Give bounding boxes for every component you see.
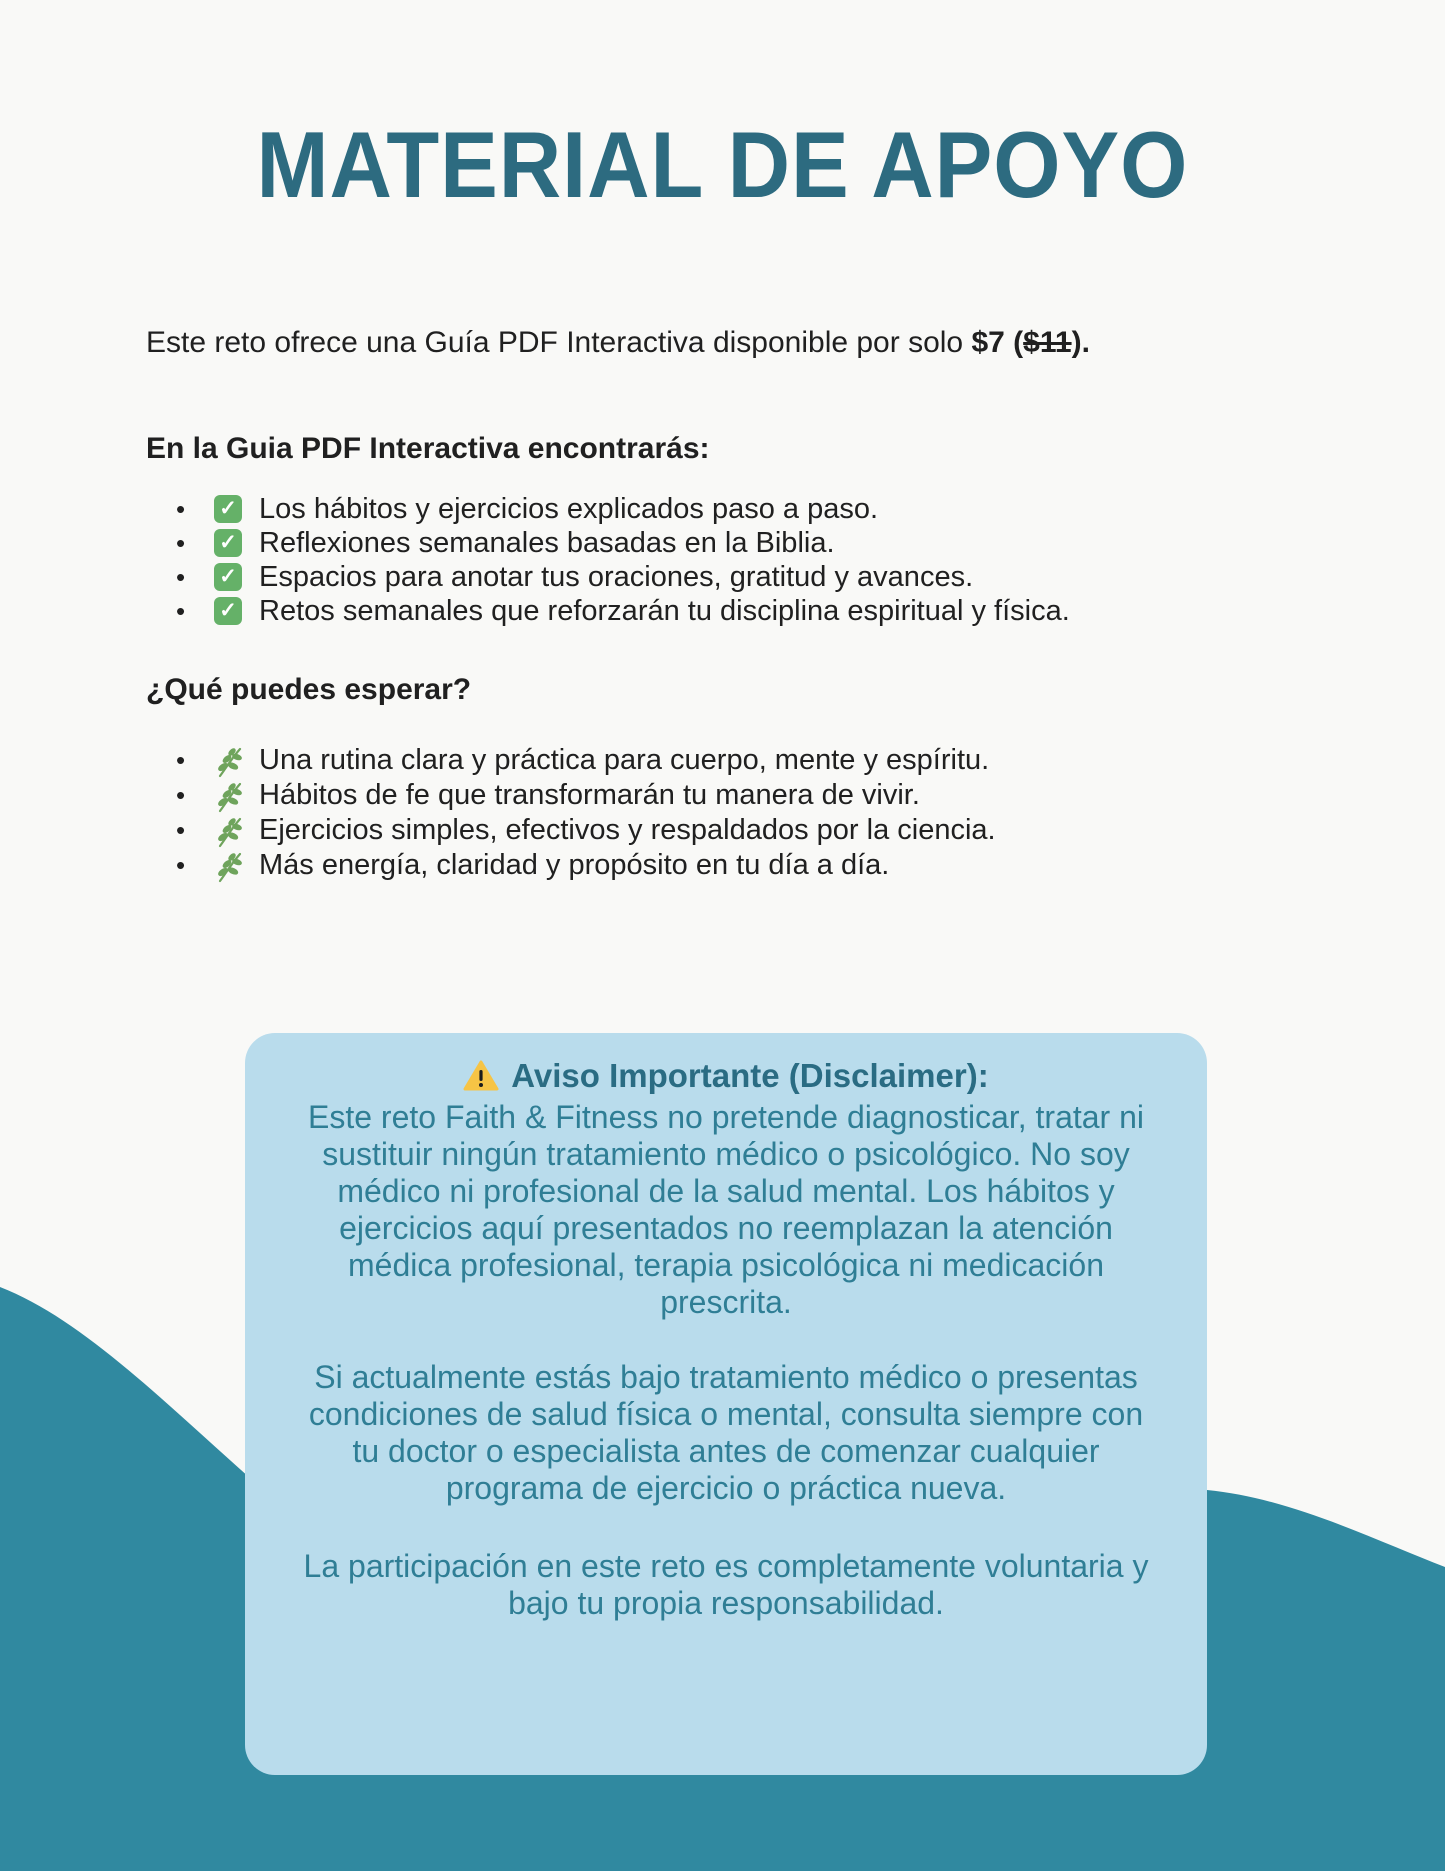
check-icon: ✓ (214, 495, 244, 525)
disclaimer-card (245, 1033, 1207, 1775)
herb-icon (214, 851, 244, 881)
list-item (146, 778, 1299, 813)
warning-icon (463, 1060, 499, 1092)
expect-section-heading: ¿Qué puedes esperar? (146, 673, 472, 706)
herb-icon (214, 816, 244, 846)
disclaimer-paragraph: La participación en este reto es completamente voluntaria y bajo tu propia responsabilidad. (303, 1548, 1149, 1621)
disclaimer-heading (301, 1055, 1151, 1097)
list-item-label: Los hábitos y ejercicios explicados paso a paso. (259, 493, 879, 525)
bullet-dot: • (176, 562, 186, 592)
bullet-dot: • (176, 596, 186, 626)
herb-icon (214, 746, 244, 776)
disclaimer-heading-text: Aviso Importante (Disclaimer): (511, 1057, 989, 1094)
bullet-dot: • (176, 815, 186, 845)
list-item (146, 848, 1299, 883)
intro-text: Este reto ofrece una Guía PDF Interactiva disponible por solo (146, 326, 964, 359)
herb-icon (214, 781, 244, 811)
guide-section-heading: En la Guia PDF Interactiva encontrarás: (146, 432, 710, 465)
expect-feature-list (146, 743, 1299, 883)
guide-feature-list (146, 492, 1299, 628)
list-item-label: Hábitos de fe que transformarán tu manera de vivir. (259, 779, 920, 811)
check-icon: ✓ (214, 597, 244, 627)
check-icon: ✓ (214, 529, 244, 559)
list-item (146, 560, 1299, 594)
list-item-label: Espacios para anotar tus oraciones, gratitud y avances. (259, 561, 974, 593)
list-item (146, 526, 1299, 560)
list-item (146, 743, 1299, 778)
bullet-dot: • (176, 494, 186, 524)
price-highlight: $7 ($11). (971, 326, 1090, 359)
list-item-label: Más energía, claridad y propósito en tu día a día. (259, 849, 890, 881)
current-price: $7 (971, 326, 1005, 359)
bullet-dot: • (176, 528, 186, 558)
list-item (146, 492, 1299, 526)
page-title: MATERIAL DE APOYO (256, 112, 1189, 217)
disclaimer-paragraph: Si actualmente estás bajo tratamiento médico o presentas condiciones de salud física o mental, consulta siempre con tu doctor o especialista antes de comenzar cualquier programa de ejercicio o práctica nueva. (308, 1359, 1144, 1506)
original-price-strikethrough: $11 (1023, 326, 1072, 359)
disclaimer-paragraph: Este reto Faith & Fitness no pretende diagnosticar, tratar ni sustituir ningún tratamiento médico o psicológico. No soy médico ni profesional de la salud mental. Los hábitos y ejercicios aquí presentados no reemplazan la atención médica profesional, terapia psicológica ni medicación prescrita. (308, 1099, 1144, 1320)
bullet-dot: • (176, 745, 186, 775)
list-item (146, 813, 1299, 848)
bullet-dot: • (176, 780, 186, 810)
main-content (0, 112, 1445, 883)
list-item-label: Ejercicios simples, efectivos y respaldados por la ciencia. (259, 814, 996, 846)
list-item-label: Reflexiones semanales basadas en la Biblia. (259, 527, 835, 559)
list-item-label: Una rutina clara y práctica para cuerpo, mente y espíritu. (259, 744, 990, 776)
list-item-label: Retos semanales que reforzarán tu disciplina espiritual y física. (259, 595, 1070, 627)
intro-paragraph (146, 324, 1299, 362)
check-icon: ✓ (214, 563, 244, 593)
bullet-dot: • (176, 850, 186, 880)
list-item (146, 594, 1299, 628)
